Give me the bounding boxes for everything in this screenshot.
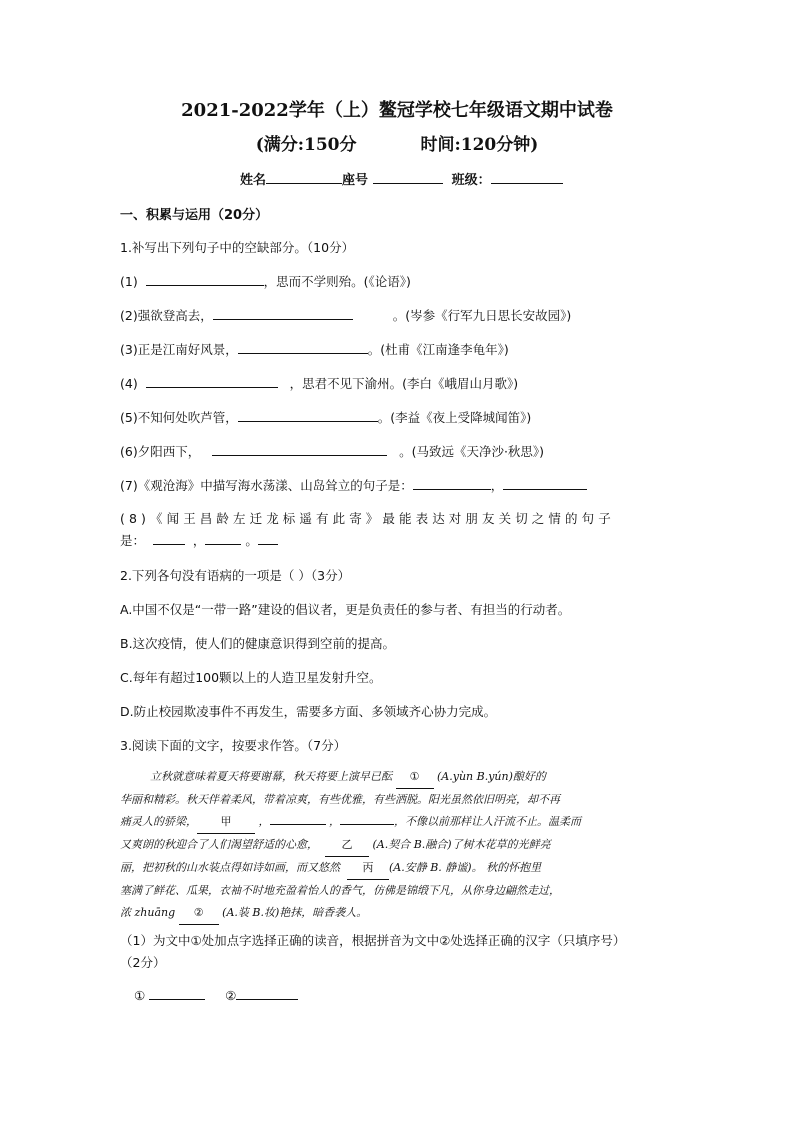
item-suffix: 。(马致远《天净沙·秋思》): [399, 444, 545, 459]
q3-stem: 3.阅读下面的文字，按要求作答。（7分）: [120, 738, 347, 753]
answer-blank[interactable]: [238, 408, 378, 422]
sub-question-text: （1）为文中①处加点字选择正确的读音，根据拼音为文中②处选择正确的汉字（只填序号）: [120, 933, 626, 948]
answer-blank[interactable]: [238, 340, 368, 354]
q2-stem: 2.下列各句没有语病的一项是（ ）（3分）: [120, 568, 351, 583]
item-separator: ，: [490, 478, 504, 493]
blank-jia-2[interactable]: [270, 824, 326, 825]
sub-question-score: （2分）: [120, 955, 166, 970]
item-prefix: (5)不知何处吹芦管，: [120, 410, 238, 425]
q1-stem: 1.补写出下列句子中的空缺部分。（10分）: [120, 240, 355, 255]
item-prefix: (4): [120, 376, 138, 391]
answer-blank[interactable]: [146, 272, 264, 286]
passage-text: ，: [258, 815, 270, 828]
passage-text: ，: [329, 815, 340, 828]
item-prefix: (6)夕阳西下，: [120, 444, 201, 459]
passage-text: 浓 zhuāng: [120, 906, 176, 919]
answer-label: ②: [225, 988, 237, 1003]
q1-item-3: [120, 340, 509, 358]
q1-item-2: [120, 306, 571, 324]
answer-blank[interactable]: [213, 306, 353, 320]
q1-item-1: [120, 272, 411, 290]
item-suffix: ，思而不学则殆。(《论语》): [263, 274, 411, 289]
class-field[interactable]: [491, 170, 563, 184]
q2-option-a: A.中国不仅是“一带一路”建设的倡议者，更是负责任的参与者、有担当的行动者。: [120, 602, 571, 617]
student-info: [240, 169, 563, 188]
passage-text: (A.yùn B.yún)酿好的: [437, 770, 546, 783]
item8-text: (8)《闻王昌龄左迁龙标遥有此寄》最能表达对朋友关切之情的句子: [120, 511, 615, 526]
passage-line: [120, 766, 676, 789]
blank-yi[interactable]: 乙: [325, 834, 369, 857]
answer-blank[interactable]: [205, 531, 241, 545]
seat-field[interactable]: [373, 170, 443, 184]
answer-blank-2[interactable]: [236, 986, 298, 1000]
exam-time: 时间:120分钟): [420, 135, 539, 155]
answer-blank-1[interactable]: [149, 986, 205, 1000]
answer-blank[interactable]: [153, 531, 185, 545]
blank-1[interactable]: ①: [396, 766, 434, 789]
passage-line: 塞满了鲜花、瓜果，衣袖不时地充盈着怡人的香气，仿佛是锦缎下凡，从你身边翩然走过，: [120, 884, 560, 897]
exam-subtitle: [0, 130, 794, 155]
blank-jia[interactable]: 甲: [197, 811, 255, 834]
item-separator: 。: [245, 533, 258, 548]
passage-line: [120, 857, 676, 880]
item-suffix: 。(李益《夜上受降城闻笛》): [377, 410, 532, 425]
blank-2[interactable]: ②: [179, 902, 219, 925]
passage-text: 立秋就意味着夏天将要谢幕，秋天将要上演早已酝: [150, 770, 392, 783]
answer-blank[interactable]: [413, 476, 491, 490]
q2-option-d: D.防止校园欺凌事件不再发生，需要多方面、多领域齐心协力完成。: [120, 704, 497, 719]
passage-line: [120, 834, 676, 857]
exam-title: 2021-2022学年（上）鳌冠学校七年级语文期中试卷: [181, 100, 613, 121]
passage-line: [120, 811, 676, 834]
blank-bing[interactable]: 丙: [347, 857, 389, 880]
item-suffix: 。(岑参《行军九日思长安故园》): [392, 308, 572, 323]
section-heading: 一、积累与运用（20分）: [120, 208, 269, 223]
item8-answer-line: [120, 530, 675, 552]
item-prefix: 是：: [120, 533, 146, 548]
seat-label: 座号: [342, 173, 369, 188]
q3-sub1: [120, 930, 675, 974]
item-prefix: (2)强欲登高去，: [120, 308, 213, 323]
passage-line: [120, 902, 676, 925]
passage-text: 又爽朗的秋迎合了人们渴望舒适的心愈，: [120, 838, 318, 851]
q2-option-b: B.这次疫情，使人们的健康意识得到空前的提高。: [120, 636, 396, 651]
name-field[interactable]: [266, 170, 342, 184]
passage-text: (A.装 B.妆)艳抹，暗香袭人。: [222, 906, 368, 919]
item-prefix: (3)正是江南好风景，: [120, 342, 238, 357]
passage-text: (A.安静 B. 静谧)。 秋的怀抱里: [389, 861, 542, 874]
passage-text: 痛灵人的骄梁，: [120, 815, 197, 828]
class-label: 班级：: [451, 173, 491, 188]
q1-item-4: [120, 374, 518, 392]
name-label: 姓名: [240, 173, 267, 188]
item-suffix: ，思君不见下渝州。(李白《峨眉山月歌》): [289, 376, 519, 391]
item-prefix: (1): [120, 274, 138, 289]
blank-jia-3[interactable]: [340, 824, 394, 825]
q1-item-8: [120, 508, 675, 552]
item-separator: ，: [192, 533, 206, 548]
q1-item-5: [120, 408, 531, 426]
passage-text: (A.契合 B.融合)了树木花草的光鲜亮: [372, 838, 551, 851]
full-score: (满分:150分: [255, 135, 357, 155]
item-suffix: 。(杜甫《江南逢李龟年》): [367, 342, 509, 357]
answer-blank[interactable]: [503, 476, 587, 490]
passage-text: ，不像以前那样让人汗流不止。温柔而: [394, 815, 581, 828]
answer-blank[interactable]: [258, 531, 278, 545]
answer-label: ①: [134, 988, 146, 1003]
q3-answers: [134, 986, 298, 1003]
q1-item-7: [120, 476, 587, 494]
passage-text: 丽，把初秋的山水装点得如诗如画，而又悠然: [120, 861, 340, 874]
passage-line: 华丽和精彩。秋天伴着柔风，带着凉爽，有些优雅，有些洒脱。阳光虽然依旧明亮，却不再: [120, 793, 560, 806]
answer-blank[interactable]: [212, 442, 387, 456]
answer-blank[interactable]: [146, 374, 278, 388]
reading-passage: [120, 766, 676, 925]
q2-option-c: C.每年有超过100颗以上的人造卫星发射升空。: [120, 670, 382, 685]
item-prefix: (7)《观沧海》中描写海水荡漾、山岛耸立的句子是：: [120, 478, 413, 493]
q1-item-6: [120, 442, 544, 460]
